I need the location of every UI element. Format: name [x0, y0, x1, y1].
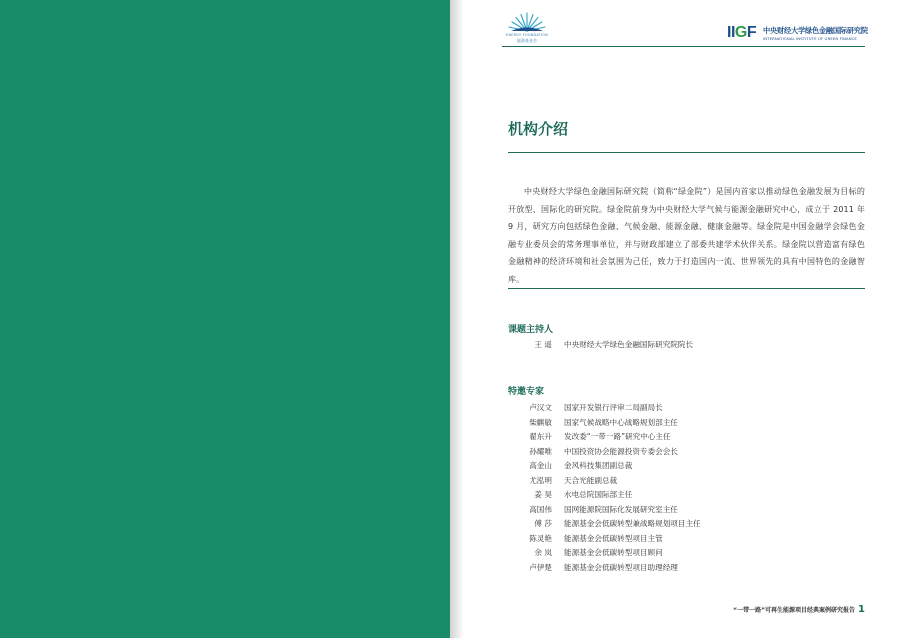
member-name: 陈灵艳 — [529, 533, 552, 543]
iigf-mark-g: G — [734, 24, 747, 41]
iigf-name-cn: 中央财经大学绿色金融国际研究院 — [763, 26, 868, 35]
member-title: 国网能源院国际化发展研究室主任 — [564, 504, 678, 514]
host-heading: 课题主持人 — [508, 325, 554, 335]
member-title: 中国投资协会能源投资专委会会长 — [564, 446, 678, 456]
ef-name-en: ENERGY FOUNDATION — [506, 33, 548, 37]
member-name: 王 遥 — [534, 340, 552, 349]
member-name: 卢伊楚 — [529, 562, 552, 572]
member-name: 翟东升 — [529, 432, 552, 441]
footer-report-title: “一带一路”可再生能源项目经典案例研究报告 — [733, 607, 856, 614]
member-name: 傅 莎 — [534, 519, 552, 528]
member-name: 柴麒敏 — [529, 417, 552, 427]
page-footer — [600, 599, 865, 618]
member-name: 尤泓明 — [529, 475, 552, 485]
section-divider — [508, 288, 865, 289]
iigf-mark-suffix: F — [746, 24, 757, 41]
member-title: 能源基金会低碳转型项目主管 — [564, 533, 663, 543]
experts-heading: 特邀专家 — [508, 387, 545, 397]
member-name: 余 岚 — [534, 548, 552, 557]
iigf-mark — [727, 24, 756, 42]
member-name: 孙耀唯 — [529, 446, 552, 456]
sunburst-icon — [507, 12, 547, 32]
iigf-name-en: INTERNATIONAL INSTITUTE OF GREEN FINANCE — [763, 36, 857, 41]
iigf-logo — [727, 24, 867, 44]
member-title: 能源基金会低碳转型项目顾问 — [564, 548, 663, 557]
iigf-mark-prefix: II — [727, 24, 735, 41]
header-divider — [502, 46, 865, 47]
ef-name-cn: 能源基金会 — [517, 38, 537, 43]
member-name: 高金山 — [529, 461, 552, 470]
member-title: 天合光能副总裁 — [564, 475, 618, 485]
intro-paragraph: 中央财经大学绿色金融国际研究院（简称“绿金院”）是国内首家以推动绿色金融发展为目标的开放型、国际化的研究院。绿金院前身为中央财经大学气候与能源金融研究中心，成立于 2011 年 9 月，研究方向包括绿色金融、气候金融、能源金融、健康金融等。绿金院是中国金融学会绿色金融专业委员会的常务理事单位，并与财政部建立了部委共建学术伙伴关系。绿金院以营造富有绿色金融精神的经济环境和社会氛围为己任，致力于打造国内一流、世界领先的具有中国特色的金融智库。 — [508, 187, 865, 284]
page-title: 机构介绍 — [508, 120, 569, 138]
member-title: 水电总院国际部主任 — [564, 490, 633, 499]
member-title: 能源基金会低碳转型兼战略规划项目主任 — [564, 519, 701, 528]
member-title: 国家气候战略中心战略规划部主任 — [564, 417, 678, 427]
title-divider — [508, 152, 865, 153]
member-title: 金风科技集团副总裁 — [564, 461, 633, 470]
energy-foundation-logo — [504, 12, 550, 44]
member-title: 能源基金会低碳转型项目助理经理 — [564, 562, 678, 572]
member-name: 卢汉文 — [529, 403, 552, 412]
page-spine-shadow — [450, 0, 464, 638]
member-title: 国家开发银行评审二局副局长 — [564, 403, 663, 412]
page-number: 1 — [858, 604, 865, 615]
member-title: 中央财经大学绿色金融国际研究院院长 — [564, 340, 694, 349]
member-title: 发改委“一带一路”研究中心主任 — [564, 432, 671, 441]
member-name: 姜 昊 — [534, 490, 552, 499]
member-name: 高国伟 — [529, 504, 552, 514]
